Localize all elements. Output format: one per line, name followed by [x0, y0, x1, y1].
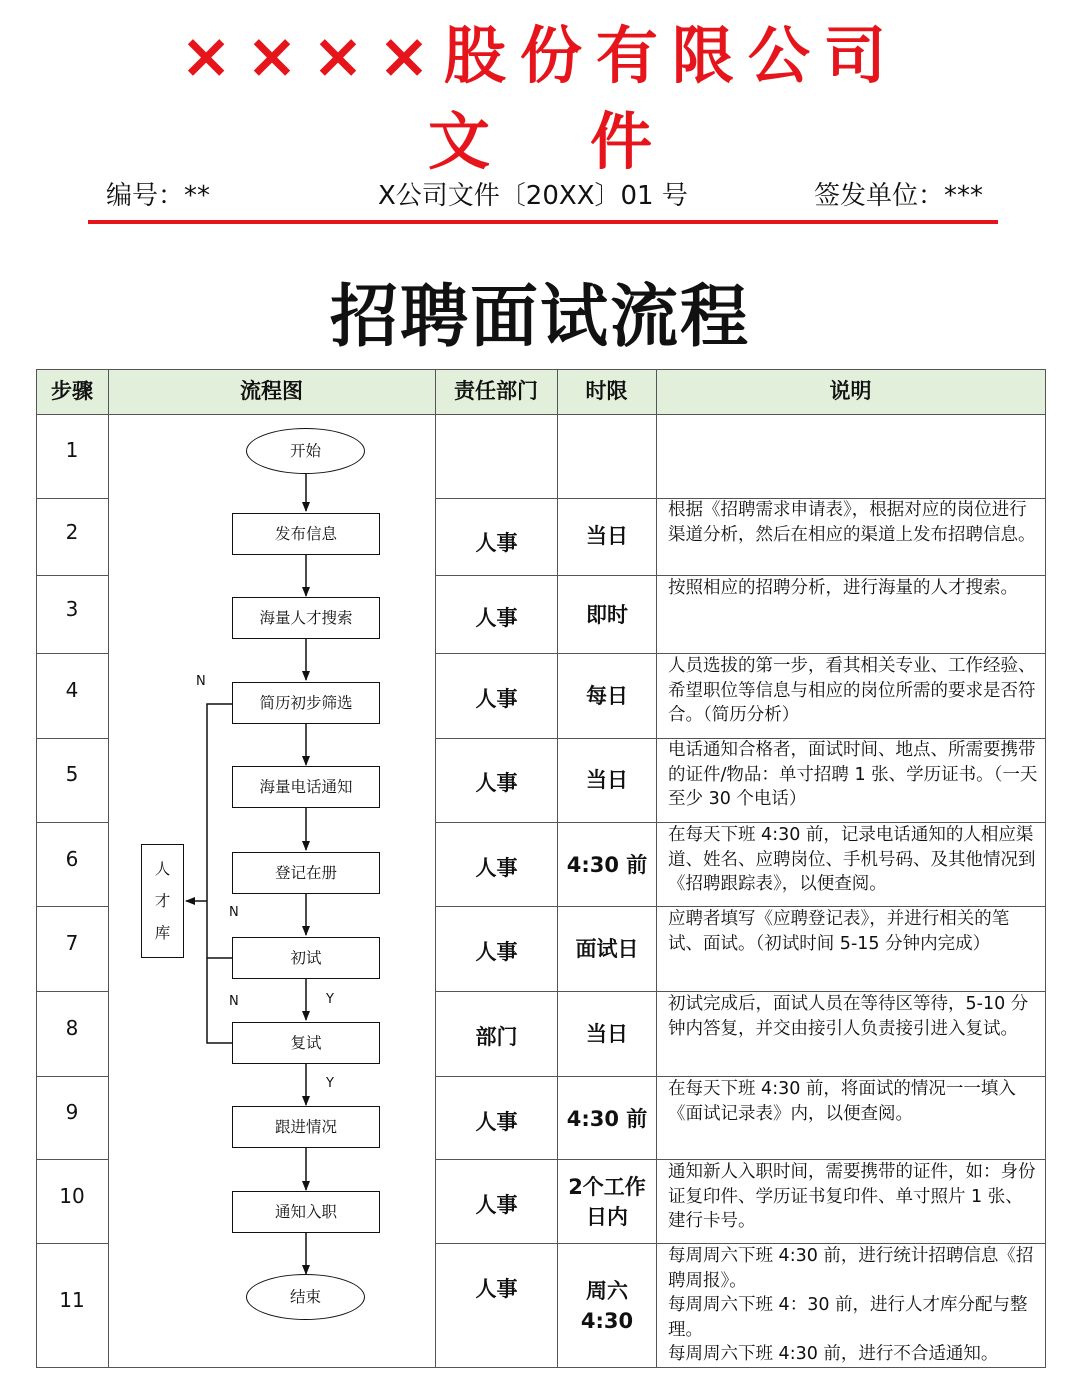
time-limit-cell: 每日 — [586, 684, 628, 708]
time-limit-cell: 当日 — [586, 768, 628, 792]
flow-phone-notification: 海量电话通知 — [232, 766, 380, 808]
time-limit-cell: 4:30 前 — [566, 1107, 648, 1131]
flow-onboarding-notice: 通知入职 — [232, 1191, 380, 1233]
time-limit-line: 2个工作 — [568, 1175, 646, 1199]
step-number: 9 — [65, 1100, 79, 1124]
header-description: 说明 — [829, 379, 872, 403]
talent-pool-char: 库 — [154, 924, 171, 942]
time-limit-line: 周六 — [586, 1279, 628, 1303]
department-cell: 人事 — [475, 531, 518, 555]
flow-talent-search: 海量人才搜索 — [232, 597, 380, 639]
step-number: 4 — [65, 678, 79, 702]
description-text: 初试完成后，面试人员在等待区等待，5-10 分钟内答复，并交由接引人负责接引进入复试。 — [668, 994, 1029, 1039]
department-cell: 人事 — [475, 1110, 518, 1134]
department-cell: 人事 — [475, 1277, 518, 1301]
flow-start: 开始 — [246, 428, 365, 474]
step-number: 1 — [65, 438, 79, 462]
time-limit-cell: 4:30 前 — [566, 853, 648, 877]
description-text: 根据《招聘需求申请表》，根据对应的岗位进行渠道分析，然后在相应的渠道上发布招聘信息。 — [668, 500, 1036, 545]
page-title: 招聘面试流程 — [329, 278, 750, 357]
description-text: 通知新人入职时间，需要携带的证件，如：身份证复印件、学历证书复印件、单寸照片 1 张、建行卡号。 — [668, 1162, 1036, 1231]
document-label-char-1: 文 — [427, 105, 490, 178]
talent-pool-box — [141, 844, 184, 958]
step-number: 8 — [65, 1016, 79, 1040]
description-text: 电话通知合格者，面试时间、地点、所需要携带的证件/物品：单寸招聘 1 张、学历证书。（一天至少 30 个电话） — [668, 740, 1038, 809]
document-label-char-2: 件 — [590, 105, 653, 178]
branch-label-yes: Y — [326, 1076, 334, 1091]
flow-first-interview: 初试 — [232, 937, 380, 979]
document-number: X公司文件〔20XX〕01 号 — [378, 181, 688, 211]
department-cell: 部门 — [475, 1025, 518, 1049]
time-limit-line: 日内 — [586, 1205, 628, 1229]
reject-path — [207, 704, 232, 1043]
description-text: 人员选拔的第一步，看其相关专业、工作经验、希望职位等信息与相应的岗位所需的要求是否符合。（简历分析） — [668, 656, 1036, 725]
step-number: 5 — [65, 762, 79, 786]
department-cell: 人事 — [475, 1193, 518, 1217]
step-number: 7 — [65, 931, 79, 955]
time-limit-cell: 当日 — [586, 524, 628, 548]
description-text: 在每天下班 4:30 前，记录电话通知的人相应渠道、姓名、应聘岗位、手机号码、及其他情况到《招聘跟踪表》，以便查阅。 — [668, 825, 1036, 894]
branch-label-no: N — [196, 674, 206, 689]
branch-label-yes: Y — [326, 992, 334, 1007]
flow-resume-screening: 简历初步筛选 — [232, 682, 380, 724]
department-cell: 人事 — [475, 687, 518, 711]
description-text: 在每天下班 4:30 前，将面试的情况一一填入《面试记录表》内，以便查阅。 — [668, 1079, 1016, 1124]
branch-label-no: N — [229, 905, 239, 920]
company-name: ××××股份有限公司 — [180, 19, 900, 92]
step-number: 11 — [59, 1288, 85, 1312]
flow-follow-up: 跟进情况 — [232, 1106, 380, 1148]
time-limit-line: 4:30 — [580, 1309, 634, 1333]
number-label: 编号：** — [106, 181, 211, 211]
time-limit-cell: 面试日 — [575, 937, 639, 961]
department-cell: 人事 — [475, 771, 518, 795]
issuer-label: 签发单位：*** — [814, 181, 984, 211]
step-number: 3 — [65, 597, 79, 621]
step-number: 10 — [59, 1184, 85, 1208]
description-text: 每周周六下班 4:30 前，进行不合适通知。 — [668, 1344, 999, 1364]
header-step: 步骤 — [51, 379, 93, 403]
step-number: 2 — [65, 520, 79, 544]
branch-label-no: N — [229, 994, 239, 1009]
department-cell: 人事 — [475, 940, 518, 964]
description-text: 每周周六下班 4：30 前，进行人才库分配与整理。 — [668, 1295, 1028, 1340]
flow-register: 登记在册 — [232, 852, 380, 894]
header-time-limit: 时限 — [585, 379, 628, 403]
talent-pool-char: 人 — [154, 860, 171, 878]
header-flowchart: 流程图 — [240, 379, 303, 403]
flow-second-interview: 复试 — [232, 1022, 380, 1064]
description-text: 按照相应的招聘分析，进行海量的人才搜索。 — [668, 578, 1018, 598]
description-text: 每周周六下班 4:30 前，进行统计招聘信息《招聘周报》。 — [668, 1246, 1034, 1291]
flow-end: 结束 — [246, 1274, 365, 1320]
description-text: 应聘者填写《应聘登记表》，并进行相关的笔试、面试。（初试时间 5-15 分钟内完成） — [668, 909, 1010, 954]
header-department: 责任部门 — [454, 379, 538, 403]
talent-pool-char: 才 — [154, 892, 171, 910]
time-limit-cell: 即时 — [586, 603, 628, 627]
flow-publish-info: 发布信息 — [232, 513, 380, 555]
department-cell: 人事 — [475, 606, 518, 630]
step-number: 6 — [65, 847, 79, 871]
department-cell: 人事 — [475, 856, 518, 880]
time-limit-cell: 当日 — [586, 1022, 628, 1046]
